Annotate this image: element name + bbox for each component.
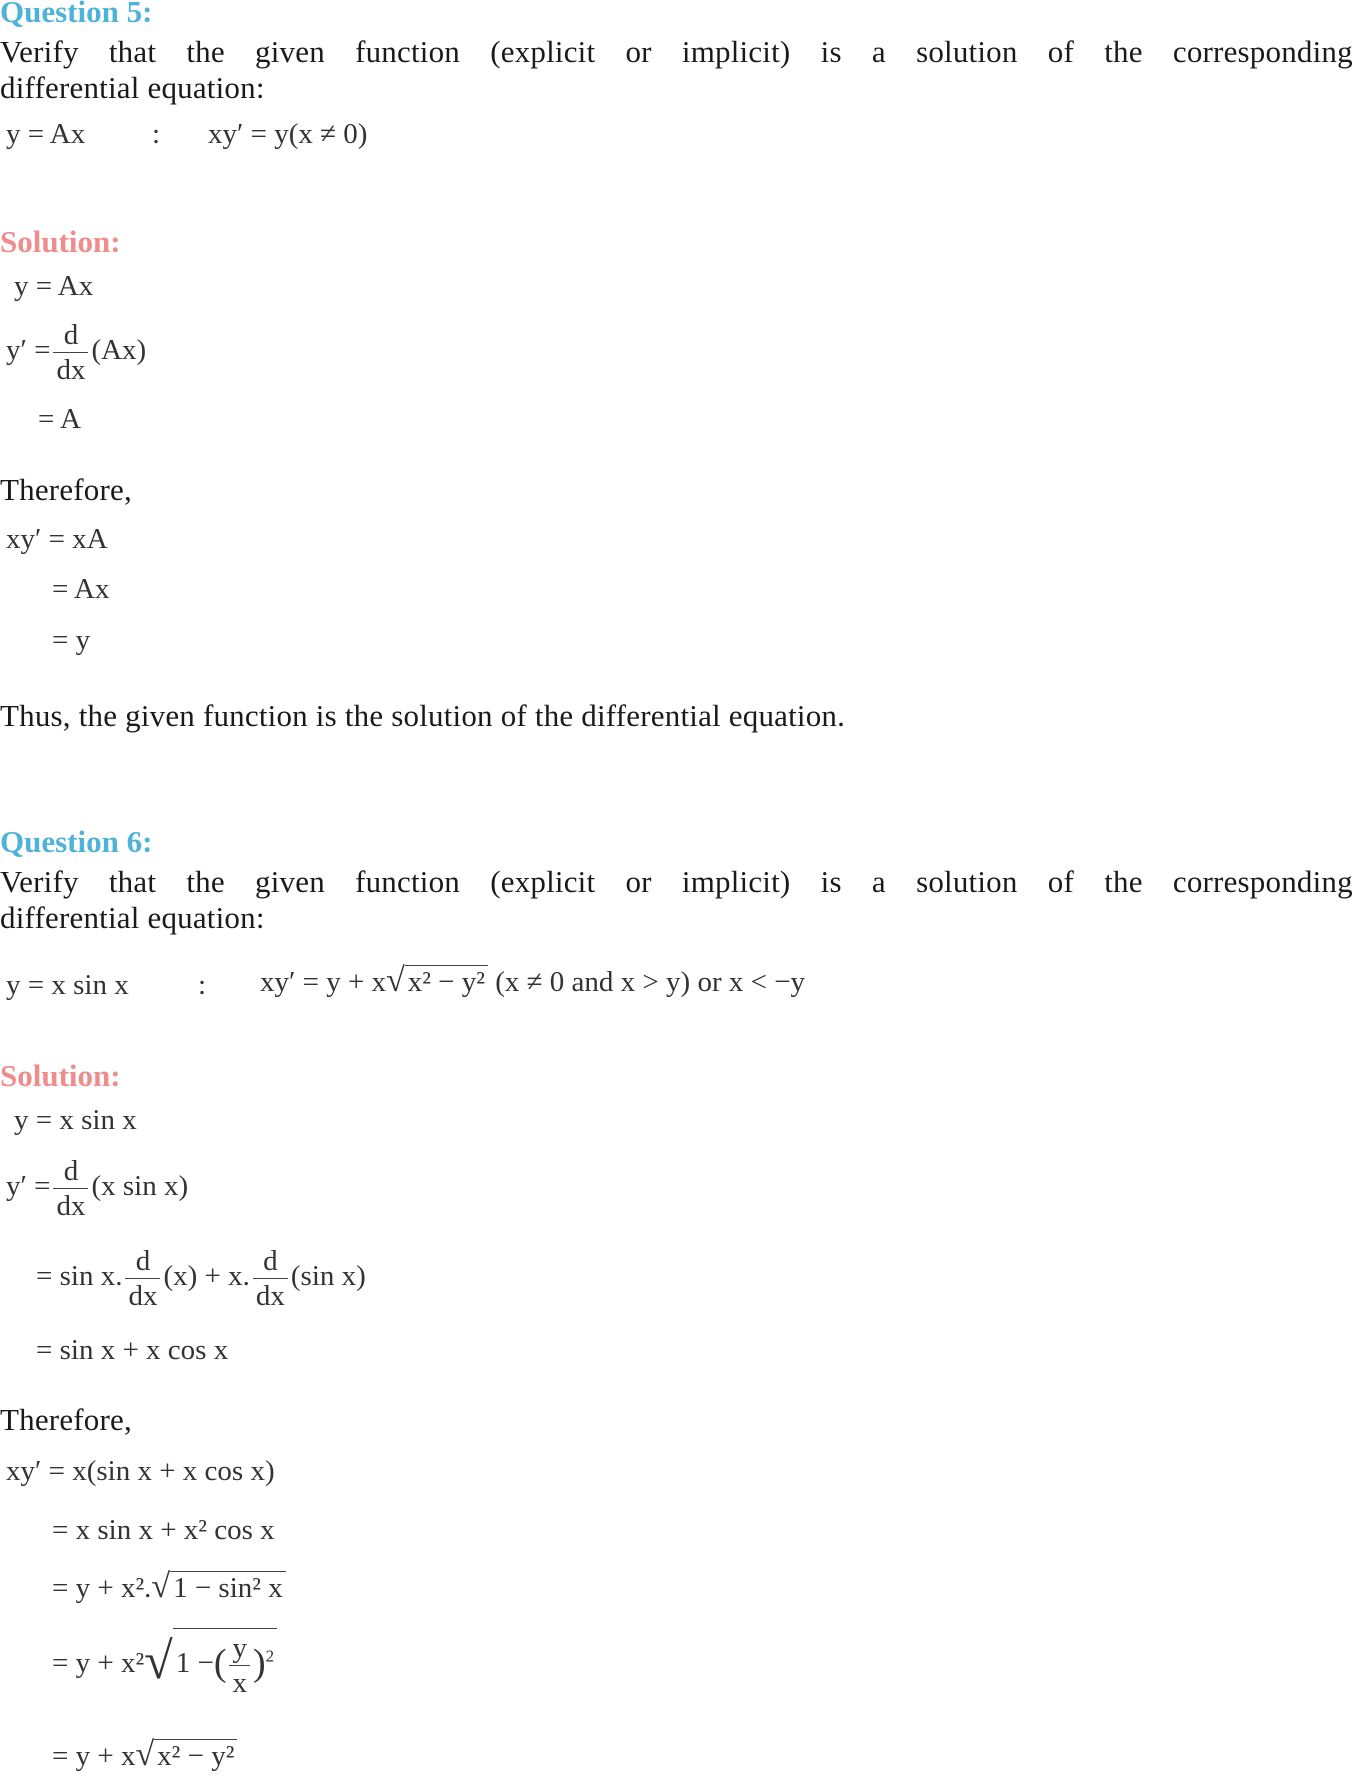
prompt-word: implicit) — [681, 864, 791, 899]
radical-sign: √ — [135, 1736, 155, 1773]
solution-6-t2: = x sin x + x² cos x — [52, 1514, 275, 1546]
t4-radicand-prefix: 1 − — [175, 1647, 214, 1680]
y-over-x-fraction — [229, 1631, 250, 1700]
solution-6-step-2 — [6, 1154, 188, 1223]
equation-condition: (x ≠ 0 and x > y) or x < −y — [495, 966, 806, 998]
solution-5-step-3: = A — [38, 403, 81, 435]
question-6-equation — [260, 962, 805, 1000]
fraction-numerator: d — [53, 1154, 88, 1189]
prompt-word: given — [255, 864, 325, 899]
solution-6-step-4: = sin x + x cos x — [36, 1334, 229, 1366]
open-paren: ( — [213, 1642, 227, 1685]
prompt-word: solution — [916, 864, 1018, 899]
prompt-word: of — [1047, 864, 1074, 899]
prompt-word: Verify — [0, 34, 79, 69]
prompt-word: a — [871, 34, 886, 69]
radical-sign: √ — [144, 1633, 173, 1691]
prompt-word: a — [871, 864, 886, 899]
prompt-word: the — [186, 34, 225, 69]
solution-5-step-1: y = Ax — [14, 270, 94, 302]
solution-5-t3: = y — [52, 624, 91, 656]
step-2-rhs: (x sin x) — [91, 1170, 189, 1203]
question-5-prompt-line-1 — [0, 34, 1353, 70]
derivative-fraction-1 — [125, 1244, 160, 1313]
question-5-prompt-line-2: differential equation: — [0, 70, 265, 105]
step-2-lhs: y′ = — [6, 334, 51, 367]
prompt-word: that — [108, 864, 157, 899]
prompt-word: is — [820, 34, 842, 69]
solution-6-therefore: Therefore, — [0, 1402, 132, 1437]
fraction-numerator: d — [125, 1244, 160, 1279]
question-5-equation: xy′ = y(x ≠ 0) — [208, 118, 368, 150]
question-6-prompt-line-1 — [0, 864, 1353, 900]
t4-part-a: = y + x² — [52, 1647, 145, 1680]
step-2-lhs: y′ = — [6, 1170, 51, 1203]
prompt-word: the — [1104, 864, 1143, 899]
solution-6-t4 — [52, 1628, 277, 1700]
step-3-part-b: (x) + x. — [163, 1260, 250, 1293]
prompt-word: the — [186, 864, 225, 899]
prompt-word: (explicit — [490, 34, 596, 69]
fraction-denominator: dx — [56, 354, 86, 386]
prompt-word: is — [820, 864, 842, 899]
derivative-fraction — [53, 318, 88, 387]
prompt-word: function — [355, 34, 460, 69]
fraction-denominator: dx — [128, 1280, 158, 1312]
solution-5-t2: = Ax — [52, 573, 110, 605]
solution-6-step-1: y = x sin x — [14, 1104, 137, 1136]
prompt-word: or — [625, 864, 652, 899]
fraction-denominator: dx — [56, 1190, 86, 1222]
solution-6-t3 — [52, 1568, 286, 1606]
prompt-word: Verify — [0, 864, 79, 899]
derivative-fraction-2 — [253, 1244, 288, 1313]
step-3-part-c: (sin x) — [290, 1260, 366, 1293]
prompt-word: solution — [916, 34, 1018, 69]
prompt-word: function — [355, 864, 460, 899]
question-6-function: y = x sin x — [6, 969, 129, 1001]
t5-part-a: = y + x — [52, 1740, 136, 1772]
question-6-title: Question 6: — [0, 824, 153, 859]
fraction-denominator: dx — [255, 1280, 285, 1312]
prompt-word: or — [625, 34, 652, 69]
prompt-word: implicit) — [681, 34, 791, 69]
prompt-word: of — [1047, 34, 1074, 69]
t5-radicand: x² − y² — [154, 1739, 237, 1772]
solution-5-t1: xy′ = xA — [6, 523, 108, 555]
prompt-word: that — [108, 34, 157, 69]
solution-6-t5 — [52, 1736, 237, 1774]
step-2-rhs: (Ax) — [91, 334, 147, 367]
solution-6-step-3 — [36, 1244, 366, 1313]
equation-radicand: x² − y² — [405, 965, 488, 998]
prompt-word: given — [255, 34, 325, 69]
t4-radicand — [173, 1628, 277, 1700]
derivative-fraction — [53, 1154, 88, 1223]
question-5-function: y = Ax — [6, 118, 86, 150]
exponent: 2 — [265, 1646, 275, 1666]
prompt-word: corresponding — [1172, 34, 1353, 69]
solution-5-step-2 — [6, 318, 146, 387]
radical-sign: √ — [386, 962, 405, 999]
question-6-prompt-line-2: differential equation: — [0, 900, 265, 935]
fraction-numerator: d — [53, 318, 88, 353]
question-5-title: Question 5: — [0, 0, 153, 29]
t3-radicand: 1 − sin² x — [170, 1571, 286, 1604]
radical-sign: √ — [151, 1568, 171, 1605]
solution-5-conclusion: Thus, the given function is the solution of the differential equation. — [0, 698, 846, 733]
prompt-word: the — [1104, 34, 1143, 69]
prompt-word: (explicit — [490, 864, 596, 899]
solution-6-t1: xy′ = x(sin x + x cos x) — [6, 1455, 275, 1487]
fraction-numerator: y — [229, 1631, 250, 1666]
t3-part-a: = y + x². — [52, 1572, 152, 1604]
solution-6-title: Solution: — [0, 1058, 121, 1093]
close-paren: ) — [252, 1642, 266, 1685]
equation-lhs: xy′ = y + x — [260, 966, 387, 998]
question-6-separator: : — [198, 969, 207, 1001]
fraction-denominator: x — [232, 1667, 247, 1699]
fraction-numerator: d — [253, 1244, 288, 1279]
question-5-separator: : — [152, 118, 161, 150]
solution-5-title: Solution: — [0, 224, 121, 259]
prompt-word: corresponding — [1172, 864, 1353, 899]
step-3-part-a: = sin x. — [36, 1260, 123, 1293]
solution-5-therefore: Therefore, — [0, 472, 132, 507]
